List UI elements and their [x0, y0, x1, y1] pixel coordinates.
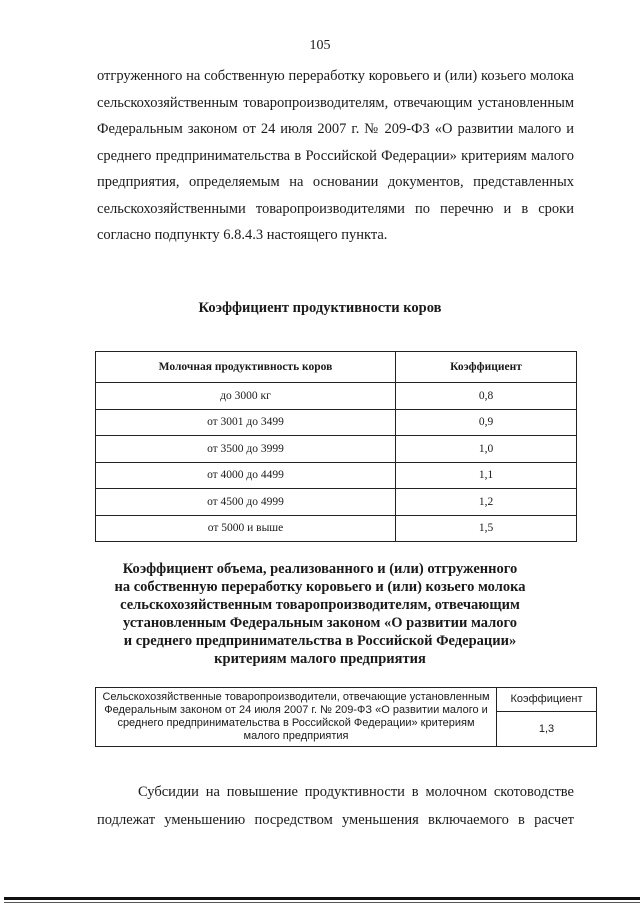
coefficient-value-cell: 1,3: [497, 712, 597, 747]
cow-productivity-table-title: Коэффициент продуктивности коров: [198, 300, 442, 316]
table-row: [96, 383, 577, 410]
paragraph-line: Субсидии на повышение продуктивности в молочном скотоводстве: [138, 784, 574, 800]
productivity-cell: от 3001 до 3499: [96, 409, 396, 436]
title-line: установленным Федеральным законом «О развитии малого: [123, 615, 517, 631]
page-number: 105: [309, 38, 331, 53]
title-line: на собственную переработку коровьего и (или) козьего молока: [114, 579, 526, 595]
volume-coefficient-table: [95, 687, 597, 747]
title-line: сельскохозяйственным товаропроизводителям, отвечающим: [120, 597, 520, 613]
table-row: [96, 515, 577, 542]
coefficient-cell: 1,2: [396, 489, 577, 516]
page-bottom-edge-thin: [4, 902, 640, 903]
productivity-cell: от 5000 и выше: [96, 515, 396, 542]
productivity-cell: до 3000 кг: [96, 383, 396, 410]
title-line: критериям малого предприятия: [214, 651, 426, 667]
coefficient-cell: 1,5: [396, 515, 577, 542]
column-header-coefficient: Коэффициент: [497, 688, 597, 712]
table-row: [96, 688, 597, 712]
cow-productivity-table: [95, 351, 577, 542]
coefficient-cell: 0,9: [396, 409, 577, 436]
table-row: [96, 462, 577, 489]
paragraph-continuation: отгруженного на собственную переработку коровьего и (или) козьего молока сельскохозяйственным товаропроизводителям, отвечающим установленным Федеральным законом от 24 июля 2007 г. № 209-ФЗ «О развитии малого и среднего предпринимательства в Российской Федерации» критериям малого предприятия, определяемым на основании документов, представленных сельскохозяйственными товаропроизводителями по перечню и в сроки согласно подпункту 6.8.4.3 настоящего пункта.: [97, 68, 574, 243]
table-row: [96, 436, 577, 463]
productivity-cell: от 3500 до 3999: [96, 436, 396, 463]
volume-coefficient-table-title: [60, 560, 580, 668]
producer-description-cell: Сельскохозяйственные товаропроизводители, отвечающие установленным Федеральным законом от 24 июля 2007 г. № 209-ФЗ «О развитии малого и среднего предпринимательства в Российской Федерации» критериям малого предприятия: [96, 688, 497, 747]
subsidy-paragraph: [97, 778, 574, 834]
productivity-cell: от 4500 до 4999: [96, 489, 396, 516]
column-header-productivity: Молочная продуктивность коров: [96, 352, 396, 383]
coefficient-cell: 0,8: [396, 383, 577, 410]
title-line: Коэффициент объема, реализованного и (или) отгруженного: [122, 561, 518, 577]
table-header-row: [96, 352, 577, 383]
coefficient-cell: 1,1: [396, 462, 577, 489]
title-line: и среднего предпринимательства в Российской Федерации»: [123, 633, 517, 649]
coefficient-cell: 1,0: [396, 436, 577, 463]
column-header-coefficient: Коэффициент: [396, 352, 577, 383]
productivity-cell: от 4000 до 4499: [96, 462, 396, 489]
table-row: [96, 409, 577, 436]
paragraph-line: подлежат уменьшению посредством уменьшения включаемого в расчет: [97, 812, 574, 828]
table-row: [96, 489, 577, 516]
page-bottom-edge: [4, 897, 640, 900]
